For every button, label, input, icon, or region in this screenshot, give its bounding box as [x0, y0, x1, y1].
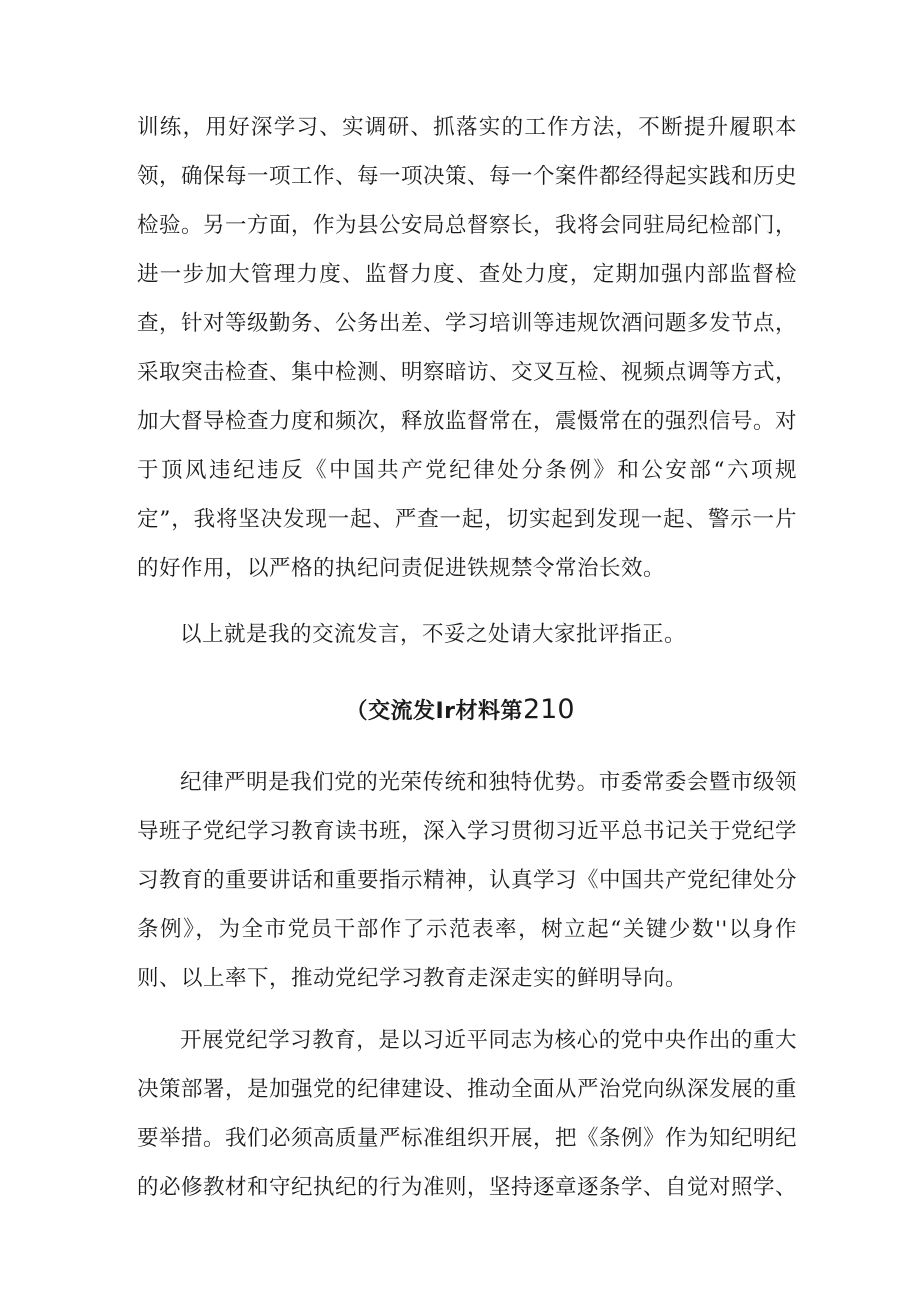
section-heading: [0, 690, 920, 732]
body-paragraph-2: 纪律严明是我们党的光荣传统和独特优势。市委常委会暨市级领导班子党纪学习教育读书班，深入学习贯彻习近平总书记关于党纪学习教育的重要讲话和重要指示精神，认真学习《中国共产党纪律处分条例》，为全市党员干部作了示范表率，树立起“关键少数''以身作则、以上率下，推动党纪学习教育走深走实的鲜明导向。: [137, 770, 798, 991]
closing-remark: 以上就是我的交流发言，不妥之处请大家批评指正。: [180, 622, 687, 647]
body-paragraph-1: 训练，用好深学习、实调研、抓落实的工作方法，不断提升履职本领，确保每一项工作、每一项决策、每一个案件都经得起实践和历史检验。另一方面，作为县公安局总督察长，我将会同驻局纪检部门，进一步加大管理力度、监督力度、查处力度，定期加强内部监督检查，针对等级勤务、公务出差、学习培训等违规饮酒问题多发节点，采取突击检查、集中检测、明察暗访、交叉互检、视频点调等方式，加大督导检查力度和频次，释放监督常在，震慑常在的强烈信号。对于顶风违纪违反《中国共产党纪律处分条例》和公安部“六项规定”，我将坚决发现一起、严查一起，切实起到发现一起、警示一片的好作用，以严格的执纪问责促进铁规禁令常治长效。: [137, 115, 798, 581]
body-paragraph-3: 开展党纪学习教育，是以习近平同志为核心的党中央作出的重大决策部署，是加强党的纪律建设、推动全面从严治党向纵深发展的重要举措。我们必须高质量严标准组织开展，把《条例》作为知纪明纪的必修教材和守纪执纪的行为准则，坚持逐章逐条学、自觉对照学、: [137, 1028, 798, 1200]
section-heading-text: （交流发Ir材料第: [345, 699, 523, 724]
section-heading-number: 210: [523, 694, 575, 725]
